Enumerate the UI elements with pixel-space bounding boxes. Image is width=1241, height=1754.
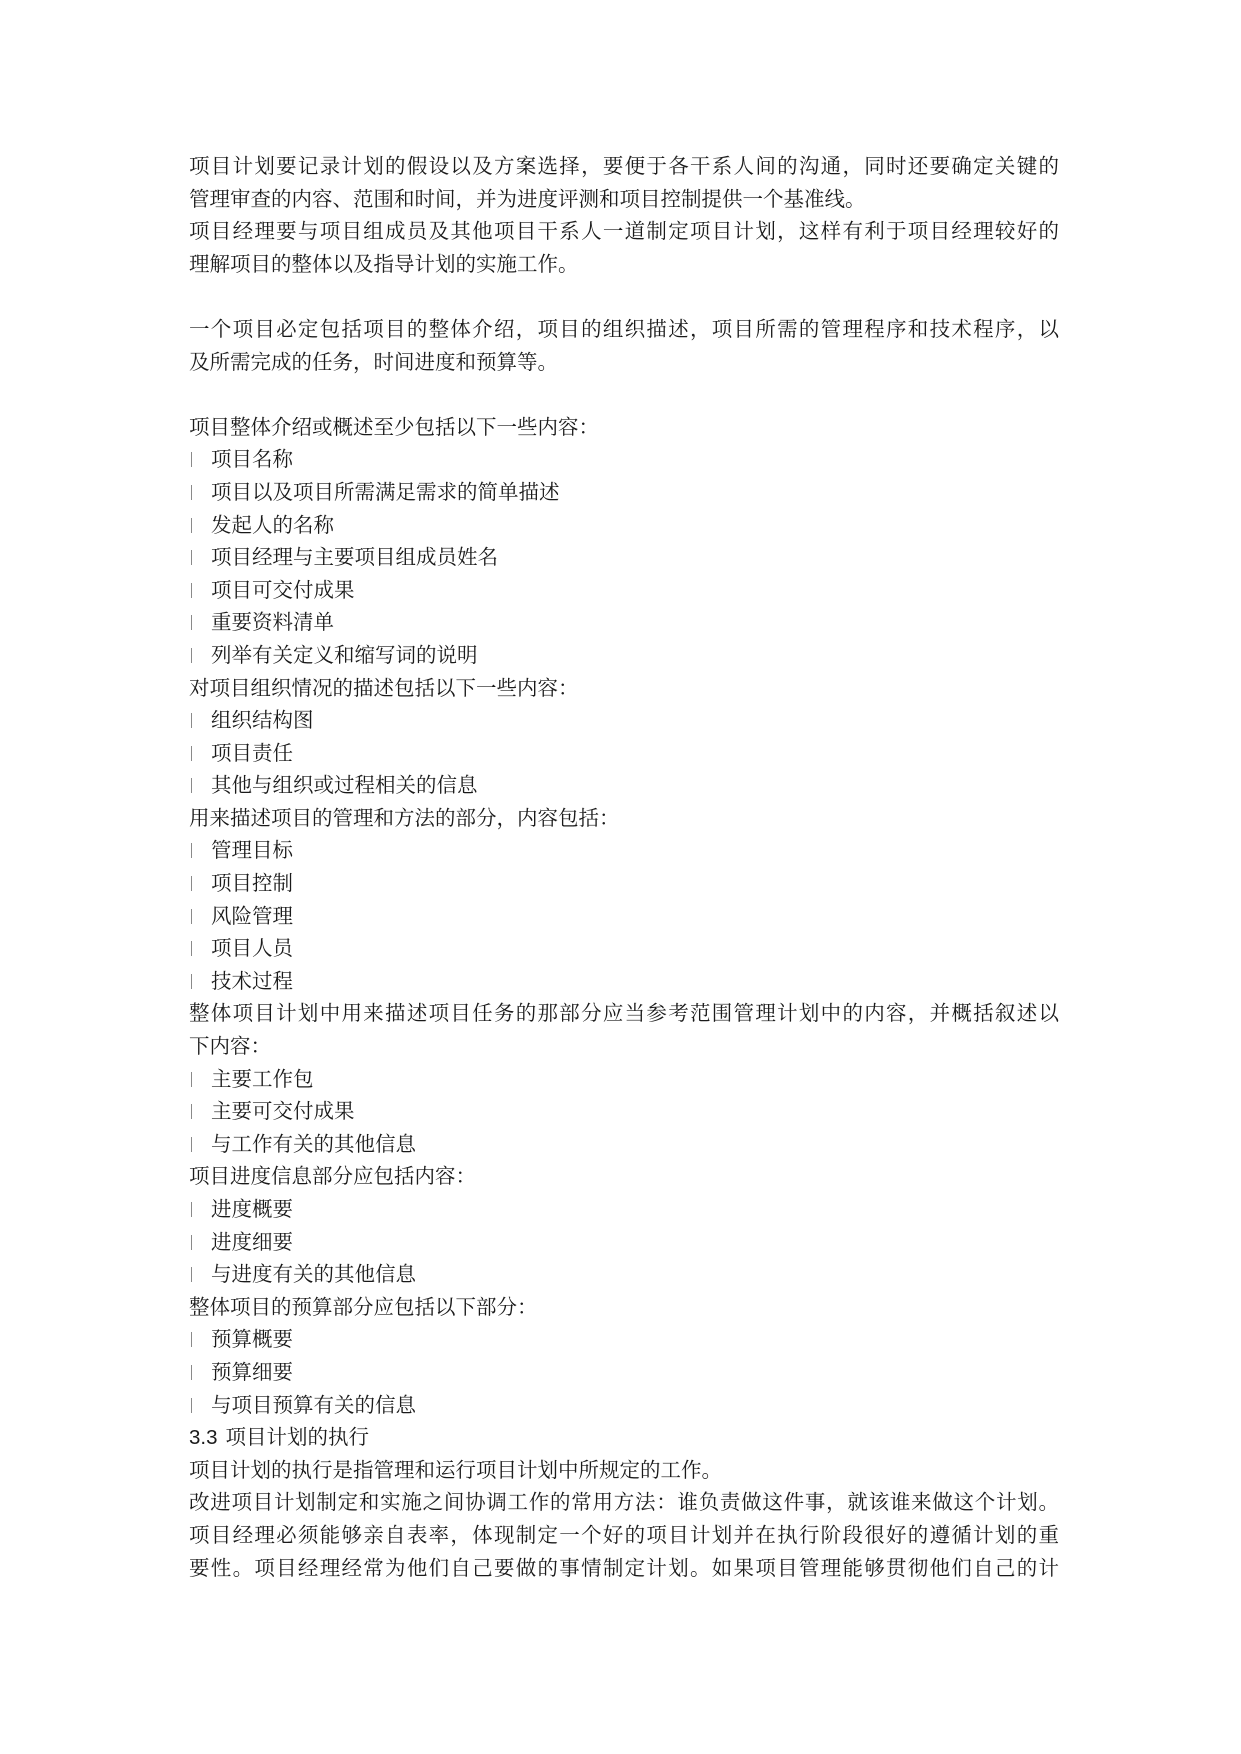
bullet-mark-icon [191,485,192,500]
intro-text: 项目经理要与项目组成员及其他项目干系人一道制定项目计划，这样有利于项目经理较好的 [189,219,1059,244]
list-item: 风险管理 [189,900,1059,933]
tasks-heading: 整体项目计划中用来描述项目任务的那部分应当参考范围管理计划中的内容，并概括叙述以 [189,1001,1059,1026]
list-item: 进度细要 [189,1226,1059,1259]
list-item: 预算概要 [189,1323,1059,1356]
bullet-mark-icon [191,1104,192,1119]
bullet-mark-icon [191,583,192,598]
section-number: 3.3 [189,1426,218,1450]
section-heading [189,1421,1059,1454]
bullet-mark-icon [191,1235,192,1250]
list-item: 项目控制 [189,867,1059,900]
section-title: 项目计划的执行 [225,1425,369,1450]
bullet-mark-icon [191,843,192,858]
list-item: 项目名称 [189,443,1059,476]
bullet-mark-icon [191,648,192,663]
intro-text: 项目计划要记录计划的假设以及方案选择，要便于各干系人间的沟通，同时还要确定关键的 [189,154,1059,178]
bullet-mark-icon [191,974,192,989]
bullet-mark-icon [191,746,192,761]
bullet-mark-icon [191,1398,192,1413]
section-text: 项目计划的执行是指管理和运行项目计划中所规定的工作。 [189,1457,722,1482]
schedule-heading: 项目进度信息部分应包括内容： [189,1164,476,1189]
list-item: 项目以及项目所需满足需求的简单描述 [189,476,1059,509]
spacer [189,378,1059,411]
list-item: 技术过程 [189,965,1059,998]
list-item: 项目人员 [189,932,1059,965]
bullet-mark-icon [191,909,192,924]
bullet-mark-icon [191,778,192,793]
list-item: 项目经理与主要项目组成员姓名 [189,541,1059,574]
tasks-heading: 下内容： [189,1034,271,1059]
bullet-mark-icon [191,550,192,565]
bullet-mark-icon [191,1202,192,1217]
list-item: 主要可交付成果 [189,1095,1059,1128]
bullet-mark-icon [191,615,192,630]
budget-heading: 整体项目的预算部分应包括以下部分： [189,1294,538,1319]
list-item: 与工作有关的其他信息 [189,1128,1059,1161]
intro-text: 理解项目的整体以及指导计划的实施工作。 [189,251,579,276]
bullet-mark-icon [191,1072,192,1087]
spacer [189,280,1059,313]
bullet-mark-icon [191,518,192,533]
bullet-mark-icon [191,713,192,728]
bullet-mark-icon [191,1137,192,1152]
list-item: 项目责任 [189,737,1059,770]
bullet-mark-icon [191,876,192,891]
list-item: 列举有关定义和缩写词的说明 [189,639,1059,672]
document-page [189,150,1059,1584]
intro-text: 及所需完成的任务，时间进度和预算等。 [189,349,558,374]
intro-text: 管理审查的内容、范围和时间，并为进度评测和项目控制提供一个基准线。 [189,186,866,211]
list-item: 重要资料清单 [189,606,1059,639]
bullet-mark-icon [191,452,192,467]
list-item: 项目可交付成果 [189,574,1059,607]
list-item: 与项目预算有关的信息 [189,1389,1059,1422]
list-item: 进度概要 [189,1193,1059,1226]
bullet-mark-icon [191,941,192,956]
bullet-mark-icon [191,1267,192,1282]
list-item: 其他与组织或过程相关的信息 [189,769,1059,802]
management-heading: 用来描述项目的管理和方法的部分，内容包括： [189,805,620,830]
section-text: 改进项目计划制定和实施之间协调工作的常用方法：谁负责做这件事，就该谁来做这个计划。 [189,1490,1059,1515]
list-item: 管理目标 [189,834,1059,867]
section-text: 要性。项目经理经常为他们自己要做的事情制定计划。如果项目管理能够贯彻他们自己的计 [189,1555,1059,1580]
bullet-mark-icon [191,1332,192,1347]
list-item: 发起人的名称 [189,509,1059,542]
overview-heading: 项目整体介绍或概述至少包括以下一些内容： [189,414,599,439]
organization-heading: 对项目组织情况的描述包括以下一些内容： [189,675,579,700]
list-item: 组织结构图 [189,704,1059,737]
list-item: 主要工作包 [189,1063,1059,1096]
intro-text: 一个项目必定包括项目的整体介绍，项目的组织描述，项目所需的管理程序和技术程序，以 [189,316,1059,341]
bullet-mark-icon [191,1365,192,1380]
list-item: 与进度有关的其他信息 [189,1258,1059,1291]
list-item: 预算细要 [189,1356,1059,1389]
section-text: 项目经理必须能够亲自表率，体现制定一个好的项目计划并在执行阶段很好的遵循计划的重 [189,1522,1059,1547]
